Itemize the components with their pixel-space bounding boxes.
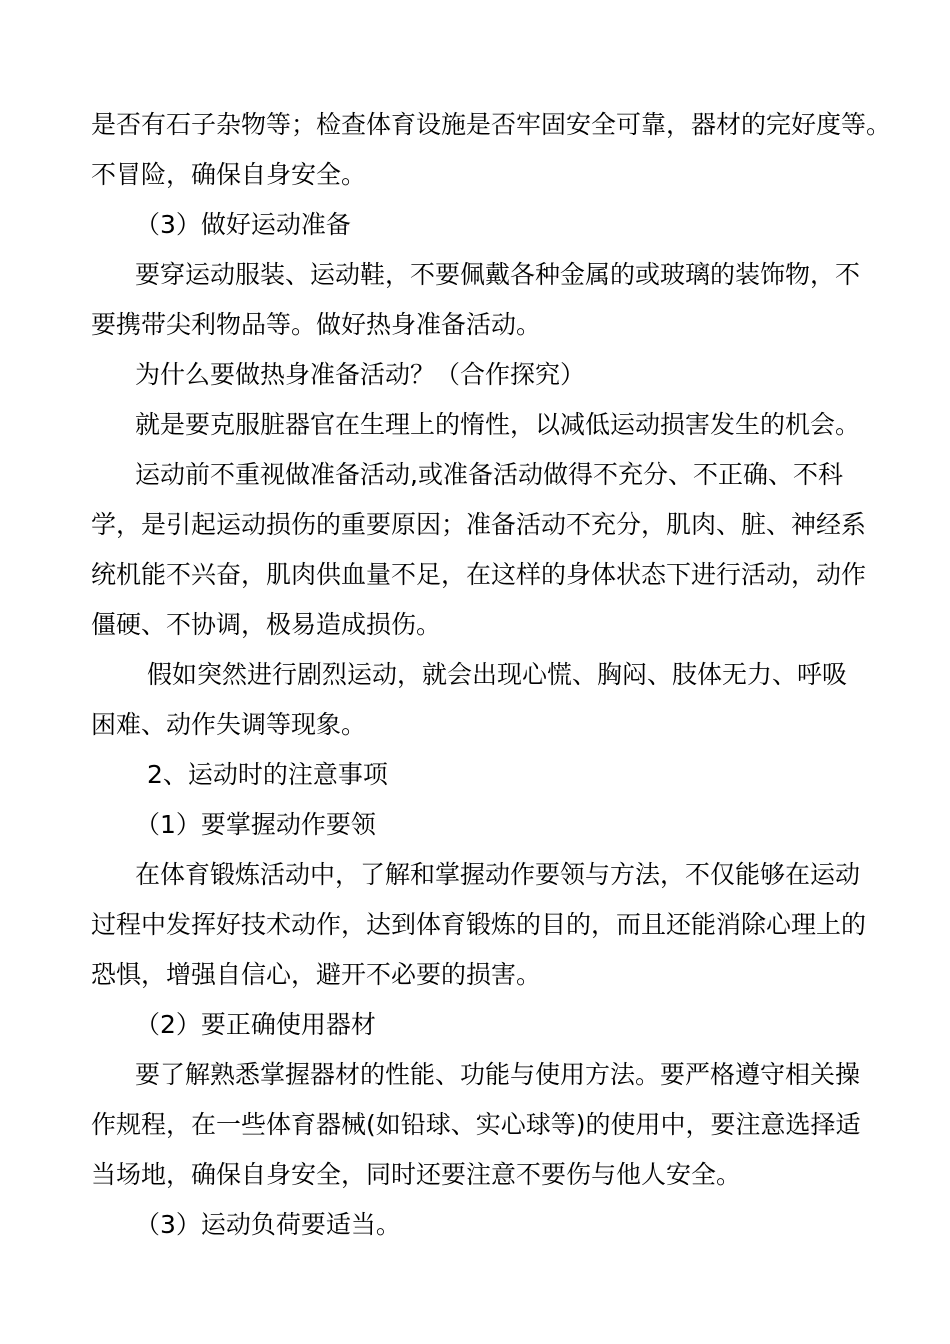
paragraph-line-start: 就是要克服脏器官在生理上的惰性，以减低运动损害发生的机会。 xyxy=(135,410,861,439)
subheading-technique: （1）要掌握动作要领 xyxy=(135,810,376,839)
paragraph-line-start: 运动前不重视做准备活动,或准备活动做得不充分、不正确、不科 xyxy=(135,460,843,489)
body-line-continuation: 当场地，确保自身安全，同时还要注意不要伤与他人安全。 xyxy=(91,1160,742,1189)
subheading-prepare: （3）做好运动准备 xyxy=(135,210,351,239)
body-line-continuation: 统机能不兴奋，肌肉供血量不足，在这样的身体状态下进行活动，动作 xyxy=(91,560,867,589)
body-line-continuation: 僵硬、不协调，极易造成损伤。 xyxy=(91,610,442,639)
paragraph-line-start: 假如突然进行剧烈运动，就会出现心慌、胸闷、肢体无力、呼吸 xyxy=(147,660,848,689)
subheading-load: （3）运动负荷要适当。 xyxy=(135,1210,401,1239)
section-heading: 2、运动时的注意事项 xyxy=(147,760,388,789)
body-line-continuation: 学，是引起运动损伤的重要原因；准备活动不充分，肌肉、脏、神经系 xyxy=(91,510,867,539)
paragraph-line-start: 在体育锻炼活动中，了解和掌握动作要领与方法，不仅能够在运动 xyxy=(135,860,861,889)
body-line-continuation: 不冒险，确保自身安全。 xyxy=(91,160,367,189)
body-line-continuation: 要携带尖利物品等。做好热身准备活动。 xyxy=(91,310,542,339)
document-body xyxy=(91,100,891,1250)
subheading-equipment: （2）要正确使用器材 xyxy=(135,1010,376,1039)
body-line-continuation: 过程中发挥好技术动作，达到体育锻炼的目的，而且还能消除心理上的 xyxy=(91,910,867,939)
body-line-continuation: 是否有石子杂物等；检查体育设施是否牢固安全可靠，器材的完好度等。 xyxy=(91,110,892,139)
question-line: 为什么要做热身准备活动？（合作探究） xyxy=(135,360,586,389)
paragraph-line-start: 要穿运动服装、运动鞋，不要佩戴各种金属的或玻璃的装饰物，不 xyxy=(135,260,861,289)
paragraph-line-start: 要了解熟悉掌握器材的性能、功能与使用方法。要严格遵守相关操 xyxy=(135,1060,861,1089)
body-line-continuation: 恐惧，增强自信心，避开不必要的损害。 xyxy=(91,960,542,989)
body-line-continuation: 困难、动作失调等现象。 xyxy=(91,710,367,739)
body-line-continuation: 作规程，在一些体育器械(如铅球、实心球等)的使用中，要注意选择适 xyxy=(91,1110,861,1139)
